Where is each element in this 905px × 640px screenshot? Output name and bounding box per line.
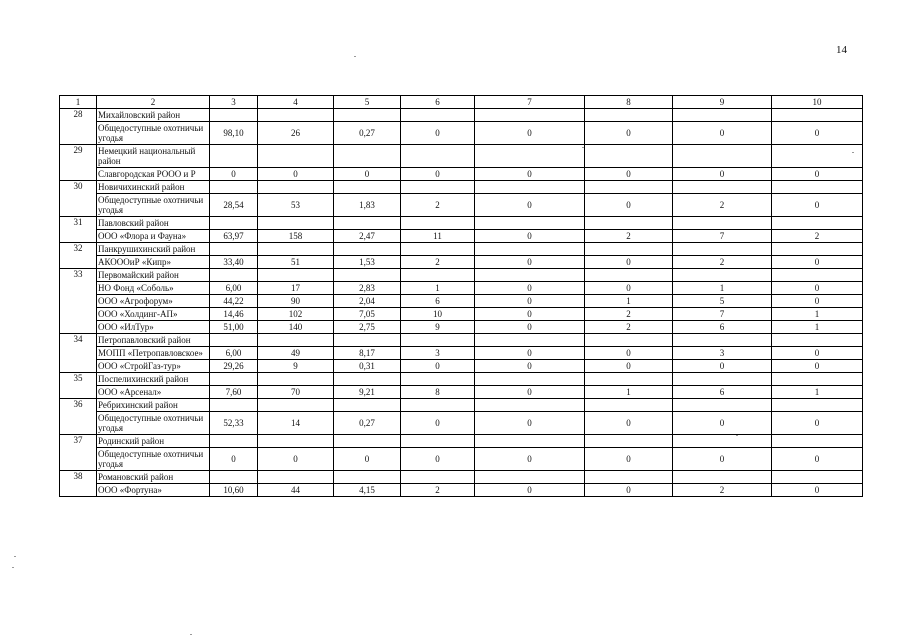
empty-cell [401, 217, 475, 230]
hunting-ground-name: НО Фонд «Соболь» [97, 282, 210, 295]
value-cell: 0 [772, 122, 863, 145]
value-cell: 0 [475, 295, 585, 308]
hunting-ground-name: Общедоступные охотничьи угодья [97, 194, 210, 217]
district-name: Павловский район [97, 217, 210, 230]
hunting-ground-name: ООО «Арсенал» [97, 386, 210, 399]
value-cell: 5 [673, 295, 772, 308]
value-cell: 9 [401, 321, 475, 334]
data-row [60, 484, 863, 497]
value-cell: 0 [772, 194, 863, 217]
value-cell: 0 [475, 448, 585, 471]
value-cell: 10,60 [210, 484, 258, 497]
value-cell: 2 [401, 194, 475, 217]
district-number: 37 [60, 435, 97, 471]
hunting-ground-name: ООО «Флора и Фауна» [97, 230, 210, 243]
value-cell: 1 [585, 386, 673, 399]
empty-cell [772, 243, 863, 256]
value-cell: 4,15 [334, 484, 401, 497]
empty-cell [334, 334, 401, 347]
value-cell: 0 [258, 168, 334, 181]
data-row [60, 412, 863, 435]
value-cell: 0 [673, 412, 772, 435]
empty-cell [210, 181, 258, 194]
empty-cell [772, 145, 863, 168]
value-cell: 63,97 [210, 230, 258, 243]
scan-speck [190, 634, 192, 635]
district-number: 31 [60, 217, 97, 243]
table-body [60, 96, 863, 497]
value-cell: 7 [673, 308, 772, 321]
district-row [60, 399, 863, 412]
data-row [60, 321, 863, 334]
value-cell: 2 [585, 308, 673, 321]
empty-cell [673, 109, 772, 122]
empty-cell [334, 217, 401, 230]
value-cell: 2 [585, 321, 673, 334]
empty-cell [210, 243, 258, 256]
district-number: 35 [60, 373, 97, 399]
empty-cell [334, 399, 401, 412]
value-cell: 2 [673, 256, 772, 269]
data-row [60, 295, 863, 308]
header-cell: 8 [585, 96, 673, 109]
empty-cell [585, 217, 673, 230]
header-cell: 1 [60, 96, 97, 109]
page-number: 14 [836, 44, 847, 56]
value-cell: 0,27 [334, 122, 401, 145]
value-cell: 0 [210, 168, 258, 181]
district-name: Новичихинский район [97, 181, 210, 194]
empty-cell [585, 435, 673, 448]
value-cell: 6,00 [210, 282, 258, 295]
hunting-ground-name: Славгородская РООО и Р [97, 168, 210, 181]
hunting-ground-name: АКОООиР «Кипр» [97, 256, 210, 269]
value-cell: 49 [258, 347, 334, 360]
district-name: Ребрихинский район [97, 399, 210, 412]
header-cell: 7 [475, 96, 585, 109]
empty-cell [334, 109, 401, 122]
value-cell: 0 [585, 448, 673, 471]
value-cell: 102 [258, 308, 334, 321]
value-cell: 0 [210, 448, 258, 471]
value-cell: 0 [772, 282, 863, 295]
empty-cell [772, 373, 863, 386]
value-cell: 0 [772, 295, 863, 308]
empty-cell [673, 373, 772, 386]
empty-cell [585, 471, 673, 484]
empty-cell [210, 109, 258, 122]
value-cell: 0,31 [334, 360, 401, 373]
value-cell: 1 [772, 386, 863, 399]
value-cell: 0 [401, 360, 475, 373]
value-cell: 0 [585, 347, 673, 360]
value-cell: 0 [475, 412, 585, 435]
value-cell: 1,83 [334, 194, 401, 217]
empty-cell [334, 435, 401, 448]
value-cell: 8,17 [334, 347, 401, 360]
empty-cell [258, 269, 334, 282]
scan-speck [852, 152, 854, 153]
empty-cell [772, 109, 863, 122]
value-cell: 0 [585, 412, 673, 435]
value-cell: 9 [258, 360, 334, 373]
empty-cell [334, 471, 401, 484]
value-cell: 0 [585, 360, 673, 373]
empty-cell [475, 435, 585, 448]
value-cell: 51 [258, 256, 334, 269]
empty-cell [334, 373, 401, 386]
empty-cell [258, 435, 334, 448]
value-cell: 9,21 [334, 386, 401, 399]
value-cell: 51,00 [210, 321, 258, 334]
empty-cell [258, 243, 334, 256]
empty-cell [334, 243, 401, 256]
empty-cell [210, 334, 258, 347]
empty-cell [772, 269, 863, 282]
empty-cell [258, 399, 334, 412]
empty-cell [673, 269, 772, 282]
district-name: Петропавловский район [97, 334, 210, 347]
value-cell: 7 [673, 230, 772, 243]
value-cell: 3 [673, 347, 772, 360]
value-cell: 0 [401, 122, 475, 145]
empty-cell [401, 243, 475, 256]
district-number: 30 [60, 181, 97, 217]
empty-cell [210, 269, 258, 282]
hunting-ground-name: Общедоступные охотничьи угодья [97, 122, 210, 145]
data-row [60, 282, 863, 295]
value-cell: 0 [475, 168, 585, 181]
empty-cell [772, 399, 863, 412]
value-cell: 17 [258, 282, 334, 295]
empty-cell [258, 334, 334, 347]
empty-cell [475, 217, 585, 230]
value-cell: 0 [475, 386, 585, 399]
header-cell: 6 [401, 96, 475, 109]
empty-cell [210, 399, 258, 412]
value-cell: 0 [772, 412, 863, 435]
value-cell: 0 [475, 122, 585, 145]
empty-cell [401, 181, 475, 194]
empty-cell [475, 334, 585, 347]
data-row [60, 386, 863, 399]
value-cell: 14 [258, 412, 334, 435]
empty-cell [585, 181, 673, 194]
empty-cell [401, 435, 475, 448]
value-cell: 3 [401, 347, 475, 360]
data-row [60, 448, 863, 471]
value-cell: 0 [585, 194, 673, 217]
value-cell: 0 [673, 360, 772, 373]
value-cell: 0 [585, 168, 673, 181]
value-cell: 2 [673, 484, 772, 497]
district-number: 32 [60, 243, 97, 269]
scan-speck [354, 56, 356, 57]
district-name: Михайловский район [97, 109, 210, 122]
value-cell: 0 [475, 484, 585, 497]
empty-cell [772, 334, 863, 347]
empty-cell [585, 334, 673, 347]
value-cell: 52,33 [210, 412, 258, 435]
value-cell: 0 [585, 256, 673, 269]
empty-cell [401, 334, 475, 347]
value-cell: 6,00 [210, 347, 258, 360]
value-cell: 2,04 [334, 295, 401, 308]
empty-cell [673, 217, 772, 230]
value-cell: 0 [475, 347, 585, 360]
district-row [60, 269, 863, 282]
value-cell: 0 [673, 168, 772, 181]
empty-cell [258, 373, 334, 386]
empty-cell [585, 243, 673, 256]
empty-cell [673, 145, 772, 168]
empty-cell [475, 145, 585, 168]
district-name: Панкрушихинский район [97, 243, 210, 256]
empty-cell [210, 471, 258, 484]
empty-cell [334, 181, 401, 194]
district-name: Романовский район [97, 471, 210, 484]
empty-cell [475, 373, 585, 386]
value-cell: 2 [401, 484, 475, 497]
value-cell: 8 [401, 386, 475, 399]
district-row [60, 145, 863, 168]
data-row [60, 360, 863, 373]
scan-speck [582, 147, 584, 148]
value-cell: 7,05 [334, 308, 401, 321]
value-cell: 0 [334, 448, 401, 471]
value-cell: 0 [585, 484, 673, 497]
header-cell: 4 [258, 96, 334, 109]
empty-cell [772, 181, 863, 194]
value-cell: 1 [401, 282, 475, 295]
empty-cell [673, 471, 772, 484]
empty-cell [401, 399, 475, 412]
hunting-ground-name: Общедоступные охотничьи угодья [97, 448, 210, 471]
value-cell: 28,54 [210, 194, 258, 217]
empty-cell [401, 145, 475, 168]
value-cell: 6 [673, 321, 772, 334]
value-cell: 0 [772, 256, 863, 269]
value-cell: 0 [401, 448, 475, 471]
empty-cell [210, 145, 258, 168]
value-cell: 6 [673, 386, 772, 399]
data-row [60, 122, 863, 145]
empty-cell [258, 217, 334, 230]
data-row [60, 256, 863, 269]
value-cell: 90 [258, 295, 334, 308]
data-row [60, 168, 863, 181]
empty-cell [585, 109, 673, 122]
value-cell: 0 [673, 448, 772, 471]
empty-cell [772, 471, 863, 484]
empty-cell [258, 109, 334, 122]
district-name: Родинский район [97, 435, 210, 448]
value-cell: 1 [585, 295, 673, 308]
district-row [60, 334, 863, 347]
value-cell: 1 [772, 321, 863, 334]
empty-cell [585, 145, 673, 168]
empty-cell [334, 145, 401, 168]
value-cell: 0 [475, 256, 585, 269]
empty-cell [585, 269, 673, 282]
value-cell: 26 [258, 122, 334, 145]
value-cell: 0 [475, 194, 585, 217]
empty-cell [585, 373, 673, 386]
empty-cell [258, 181, 334, 194]
empty-cell [210, 435, 258, 448]
scan-speck [12, 567, 14, 568]
value-cell: 0 [475, 360, 585, 373]
hunting-ground-name: МОПП «Петропавловское» [97, 347, 210, 360]
district-number: 38 [60, 471, 97, 497]
hunting-ground-name: ООО «Холдинг-АП» [97, 308, 210, 321]
empty-cell [401, 269, 475, 282]
value-cell: 53 [258, 194, 334, 217]
empty-cell [475, 269, 585, 282]
value-cell: 0 [772, 484, 863, 497]
hunting-ground-name: ООО «Фортуна» [97, 484, 210, 497]
district-number: 34 [60, 334, 97, 373]
empty-cell [258, 145, 334, 168]
empty-cell [475, 109, 585, 122]
value-cell: 11 [401, 230, 475, 243]
value-cell: 0 [401, 168, 475, 181]
empty-cell [673, 334, 772, 347]
data-row [60, 347, 863, 360]
value-cell: 1 [772, 308, 863, 321]
value-cell: 2,47 [334, 230, 401, 243]
value-cell: 10 [401, 308, 475, 321]
value-cell: 0 [772, 448, 863, 471]
value-cell: 0 [475, 308, 585, 321]
value-cell: 98,10 [210, 122, 258, 145]
empty-cell [673, 399, 772, 412]
value-cell: 2,75 [334, 321, 401, 334]
value-cell: 2 [772, 230, 863, 243]
value-cell: 6 [401, 295, 475, 308]
header-cell: 3 [210, 96, 258, 109]
value-cell: 2,83 [334, 282, 401, 295]
value-cell: 0 [475, 230, 585, 243]
data-row [60, 230, 863, 243]
district-row [60, 435, 863, 448]
district-row [60, 109, 863, 122]
value-cell: 0 [585, 122, 673, 145]
value-cell: 0 [673, 122, 772, 145]
empty-cell [772, 217, 863, 230]
district-number: 33 [60, 269, 97, 334]
value-cell: 0,27 [334, 412, 401, 435]
table-header-row [60, 96, 863, 109]
hunting-ground-name: Общедоступные охотничьи угодья [97, 412, 210, 435]
empty-cell [772, 435, 863, 448]
value-cell: 0 [772, 347, 863, 360]
value-cell: 0 [585, 282, 673, 295]
data-row [60, 308, 863, 321]
value-cell: 44,22 [210, 295, 258, 308]
data-row [60, 194, 863, 217]
district-row [60, 243, 863, 256]
value-cell: 0 [334, 168, 401, 181]
value-cell: 0 [401, 412, 475, 435]
empty-cell [258, 471, 334, 484]
value-cell: 158 [258, 230, 334, 243]
value-cell: 1,53 [334, 256, 401, 269]
empty-cell [475, 471, 585, 484]
hunting-ground-name: ООО «Агрофорум» [97, 295, 210, 308]
value-cell: 0 [475, 321, 585, 334]
district-row [60, 373, 863, 386]
district-number: 28 [60, 109, 97, 145]
district-row [60, 181, 863, 194]
scan-speck [736, 435, 738, 436]
header-cell: 2 [97, 96, 210, 109]
header-cell: 5 [334, 96, 401, 109]
header-cell: 10 [772, 96, 863, 109]
empty-cell [673, 435, 772, 448]
empty-cell [475, 399, 585, 412]
empty-cell [401, 373, 475, 386]
district-name: Поспелихинский район [97, 373, 210, 386]
empty-cell [673, 181, 772, 194]
value-cell: 0 [258, 448, 334, 471]
value-cell: 2 [585, 230, 673, 243]
empty-cell [401, 109, 475, 122]
hunting-ground-name: ООО «ИлТур» [97, 321, 210, 334]
value-cell: 44 [258, 484, 334, 497]
value-cell: 0 [772, 360, 863, 373]
district-number: 29 [60, 145, 97, 181]
value-cell: 140 [258, 321, 334, 334]
value-cell: 2 [673, 194, 772, 217]
empty-cell [673, 243, 772, 256]
empty-cell [475, 181, 585, 194]
value-cell: 33,40 [210, 256, 258, 269]
empty-cell [401, 471, 475, 484]
district-row [60, 471, 863, 484]
empty-cell [475, 243, 585, 256]
district-name: Первомайский район [97, 269, 210, 282]
value-cell: 0 [475, 282, 585, 295]
value-cell: 14,46 [210, 308, 258, 321]
value-cell: 1 [673, 282, 772, 295]
value-cell: 7,60 [210, 386, 258, 399]
empty-cell [210, 373, 258, 386]
header-cell: 9 [673, 96, 772, 109]
empty-cell [334, 269, 401, 282]
value-cell: 2 [401, 256, 475, 269]
empty-cell [210, 217, 258, 230]
district-number: 36 [60, 399, 97, 435]
value-cell: 0 [772, 168, 863, 181]
district-row [60, 217, 863, 230]
value-cell: 29,26 [210, 360, 258, 373]
wildlife-table [59, 95, 863, 497]
scan-speck [14, 556, 16, 557]
hunting-ground-name: ООО «СтройГаз-тур» [97, 360, 210, 373]
district-name: Немецкий национальный район [97, 145, 210, 168]
empty-cell [585, 399, 673, 412]
value-cell: 70 [258, 386, 334, 399]
